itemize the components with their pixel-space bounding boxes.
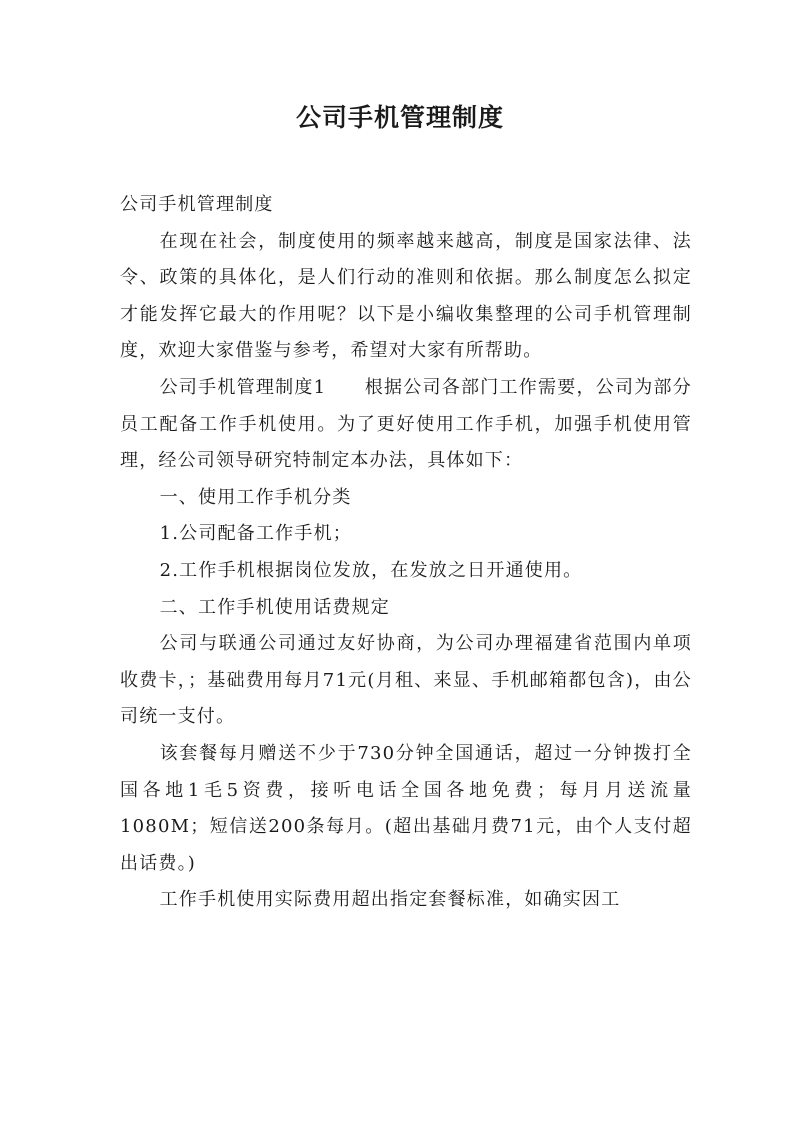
- paragraph-section-1-intro: 公司手机管理制度1 根据公司各部门工作需要，公司为部分员工配备工作手机使用。为了更好使用工作手机，加强手机使用管理，经公司领导研究特制定本办法，具体如下：: [120, 376, 692, 472]
- paragraph-intro: 在现在社会，制度使用的频率越来越高，制度是国家法律、法令、政策的具体化，是人们行动的准则和依据。那么制度怎么拟定才能发挥它最大的作用呢？以下是小编收集整理的公司手机管理制度，欢迎大家借鉴与参考，希望对大家有所帮助。: [120, 230, 692, 362]
- document-subtitle: 公司手机管理制度: [120, 194, 274, 215]
- list-item-2: 2.工作手机根据岗位发放，在发放之日开通使用。: [159, 559, 583, 581]
- heading-fee-rules: 二、工作手机使用话费规定: [159, 596, 390, 618]
- list-item-1: 1.公司配备工作手机；: [159, 523, 352, 545]
- heading-phone-categories: 一、使用工作手机分类: [159, 486, 352, 508]
- document-title: 公司手机管理制度: [295, 103, 504, 132]
- document-body: [120, 187, 692, 919]
- paragraph-fee-agreement: 公司与联通公司通过友好协商，为公司办理福建省范围内单项收费卡，；基础费用每月71元(月租、来显、手机邮箱都包含)，由公司统一支付。: [120, 633, 692, 728]
- paragraph-package-details: 该套餐每月赠送不少于730分钟全国通话，超过一分钟拨打全国各地1毛5资费，接听电话全国各地免费；每月月送流量1080M；短信送200条每月。(超出基础月费71元，由个人支付超出话费。): [120, 742, 692, 874]
- paragraph-excess-usage: 工作手机使用实际费用超出指定套餐标准，如确实因工: [159, 889, 621, 911]
